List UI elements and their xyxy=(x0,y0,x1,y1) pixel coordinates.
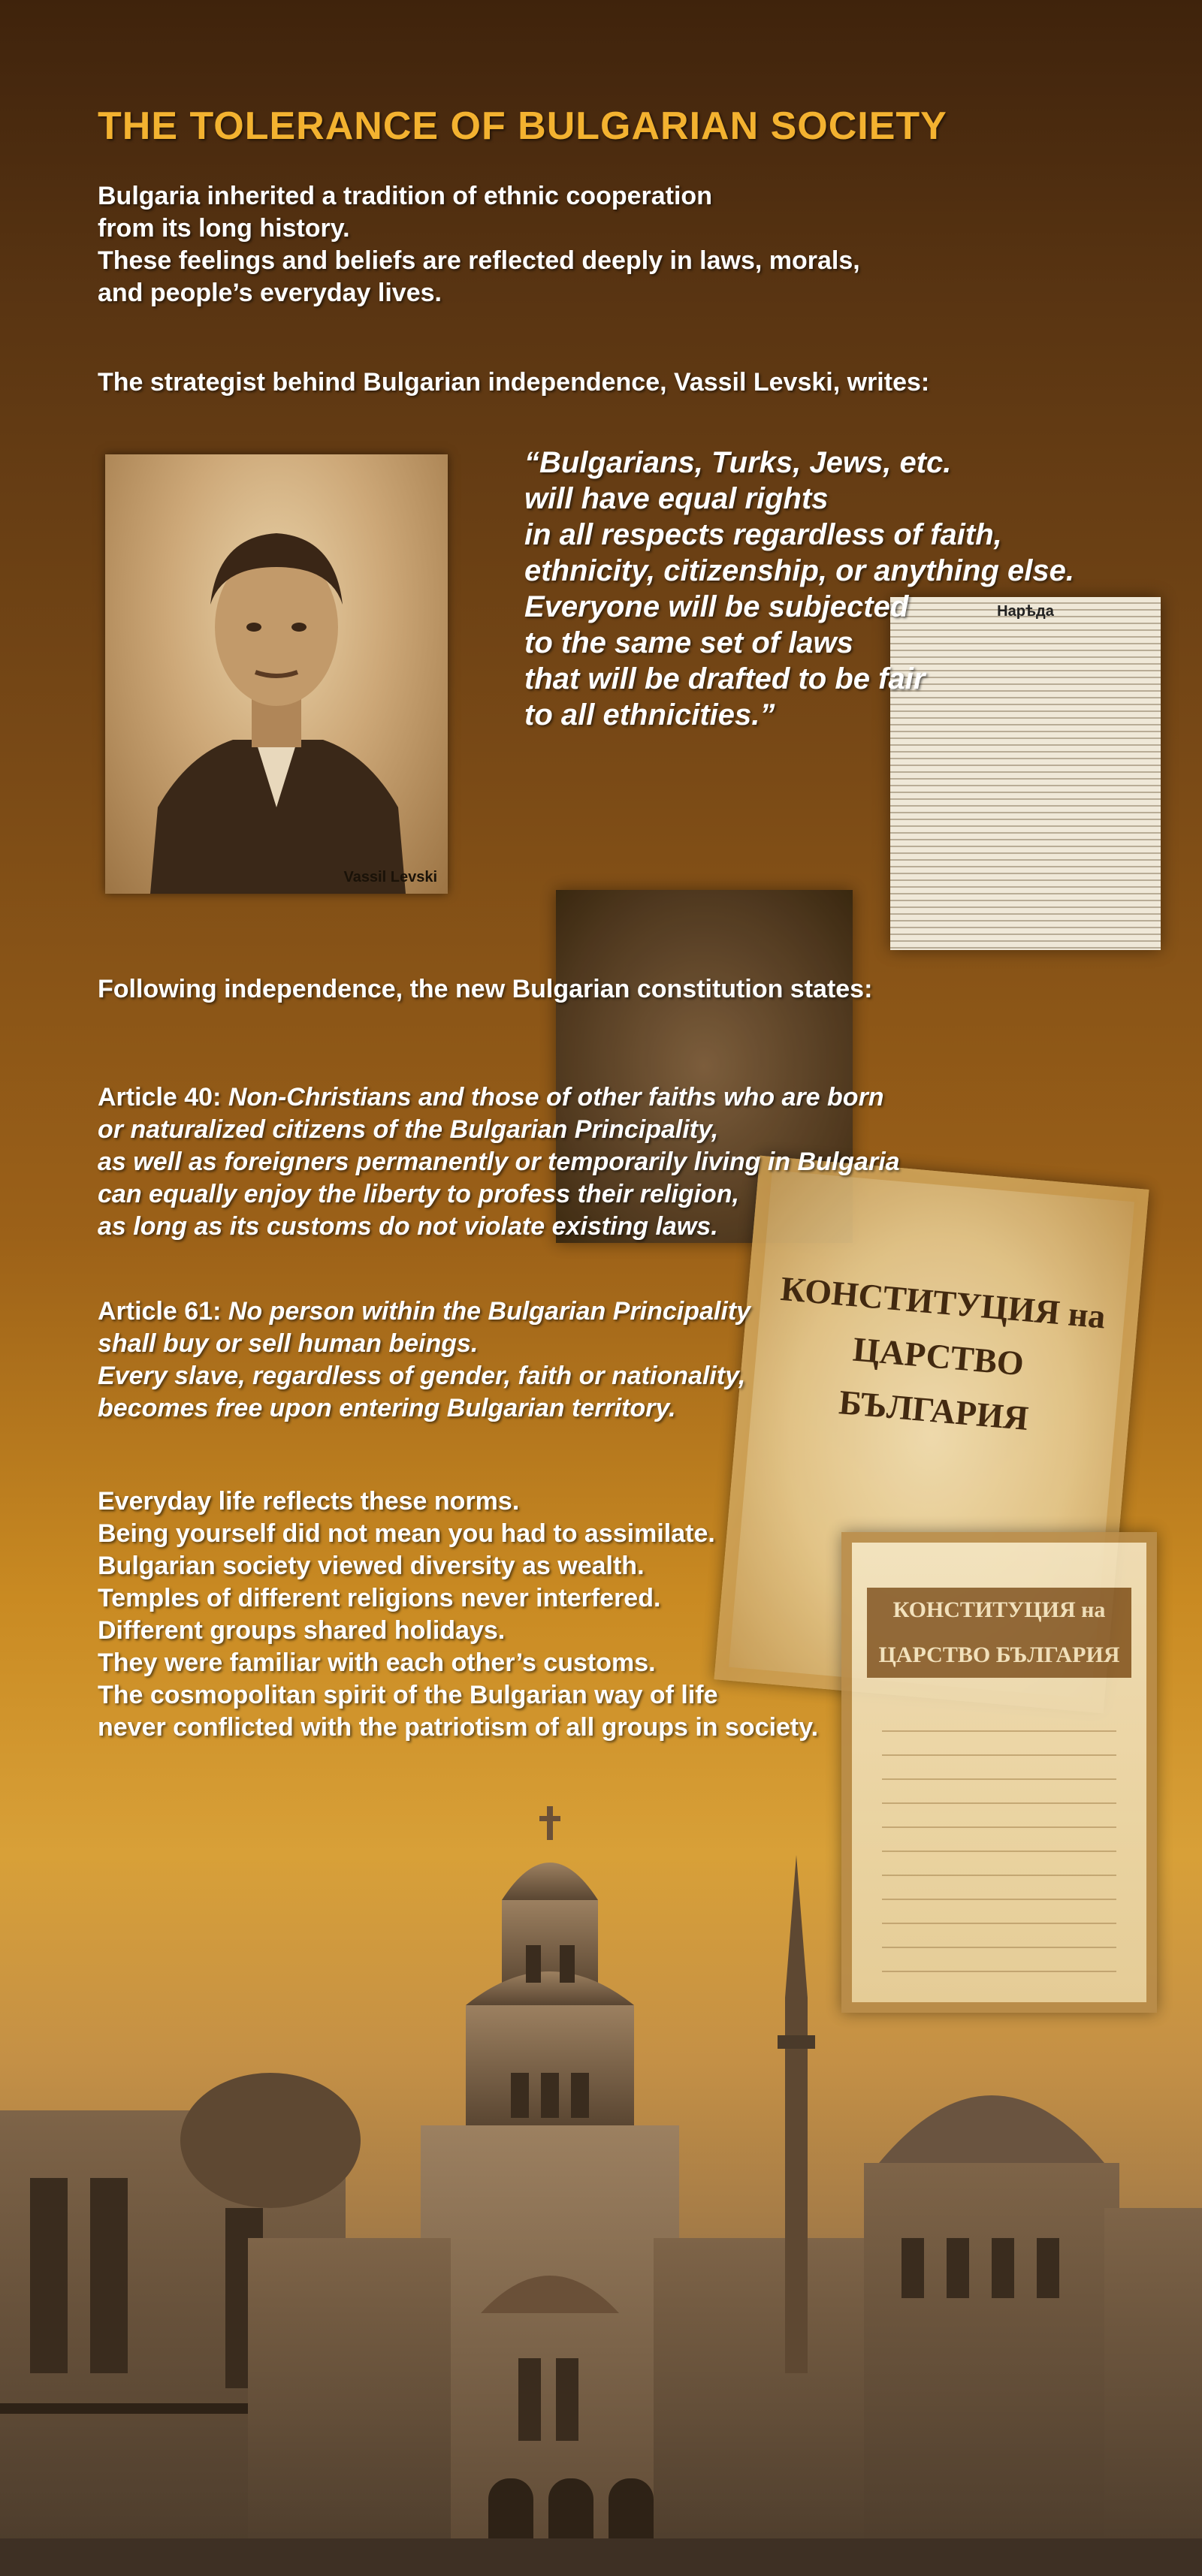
article-40-line: Non-Christians and those of other faiths who are born xyxy=(228,1083,884,1112)
article-61 xyxy=(98,1296,1164,1425)
everyday-line: Bulgarian society viewed diversity as wealth. xyxy=(98,1552,645,1580)
article-61-line: Every slave, regardless of gender, faith or nationality, xyxy=(98,1362,746,1390)
intro-line: These feelings and beliefs are reflected deeply in laws, morals, xyxy=(98,246,860,275)
portrait-illustration xyxy=(105,454,448,894)
article-40-line: or naturalized citizens of the Bulgarian Principality, xyxy=(98,1115,719,1144)
quote-line: in all respects regardless of faith, xyxy=(524,518,1002,551)
everyday-line: Everyday life reflects these norms. xyxy=(98,1487,520,1516)
article-40-label: Article 40: xyxy=(98,1083,228,1112)
mosque-building xyxy=(864,2095,1202,2576)
everyday-line: Temples of different religions never interfered. xyxy=(98,1584,661,1612)
quote-line: to all ethnicities.” xyxy=(524,698,775,731)
intro-line: and people’s everyday lives. xyxy=(98,279,442,307)
intro-paragraph xyxy=(98,180,1074,309)
intro-line: Bulgaria inherited a tradition of ethnic cooperation xyxy=(98,182,712,210)
charter-banner: КОНСТИТУЦИЯ на ЦАРСТВО БЪЛГАРИЯ xyxy=(867,1588,1131,1678)
article-61-label: Article 61: xyxy=(98,1297,228,1326)
portrait-caption: Vassil Levski xyxy=(343,869,437,885)
article-40-line: can equally enjoy the liberty to profess their religion, xyxy=(98,1180,739,1208)
portrait-photo xyxy=(105,454,448,894)
everyday-line: never conflicted with the patriotism of all groups in society. xyxy=(98,1713,819,1742)
article-40 xyxy=(98,1081,1164,1243)
levski-quote xyxy=(524,445,1170,733)
article-61-line: becomes free upon entering Bulgarian territory. xyxy=(98,1394,676,1422)
article-40-line: as well as foreigners permanently or temporarily living in Bulgaria xyxy=(98,1148,900,1176)
page-title: THE TOLERANCE OF BULGARIAN SOCIETY xyxy=(98,104,947,148)
everyday-line: Different groups shared holidays. xyxy=(98,1616,506,1645)
everyday-line: They were familiar with each other’s customs. xyxy=(98,1648,656,1677)
article-61-line: shall buy or sell human beings. xyxy=(98,1329,479,1358)
constitution-cover-title: КОНСТИТУЦИЯ на ЦАРСТВО БЪЛГАРИЯ xyxy=(779,1268,1107,1438)
quote-line: to the same set of laws xyxy=(524,626,853,659)
everyday-life-paragraph xyxy=(98,1486,1172,1744)
quote-line: ethnicity, citizenship, or anything else. xyxy=(524,554,1074,587)
everyday-line: The cosmopolitan spirit of the Bulgarian way of life xyxy=(98,1681,718,1709)
constitution-intro-line: Following independence, the new Bulgarian constitution states: xyxy=(98,975,873,1003)
quote-line: that will be drafted to be fair xyxy=(524,662,926,695)
sofia-skyline-illustration xyxy=(0,1787,1202,2576)
everyday-line: Being yourself did not mean you had to assimilate. xyxy=(98,1519,715,1548)
newspaper-masthead: Нарѣда xyxy=(997,603,1054,620)
article-40-line: as long as its customs do not violate existing laws. xyxy=(98,1212,718,1241)
quote-line: Everyone will be subjected xyxy=(524,590,909,623)
quote-line: will have equal rights xyxy=(524,482,829,515)
strategist-line: The strategist behind Bulgarian independence, Vassil Levski, writes: xyxy=(98,368,930,397)
quote-line: “Bulgarians, Turks, Jews, etc. xyxy=(524,446,952,479)
intro-line: from its long history. xyxy=(98,214,350,243)
article-61-line: No person within the Bulgarian Principality xyxy=(228,1297,751,1326)
